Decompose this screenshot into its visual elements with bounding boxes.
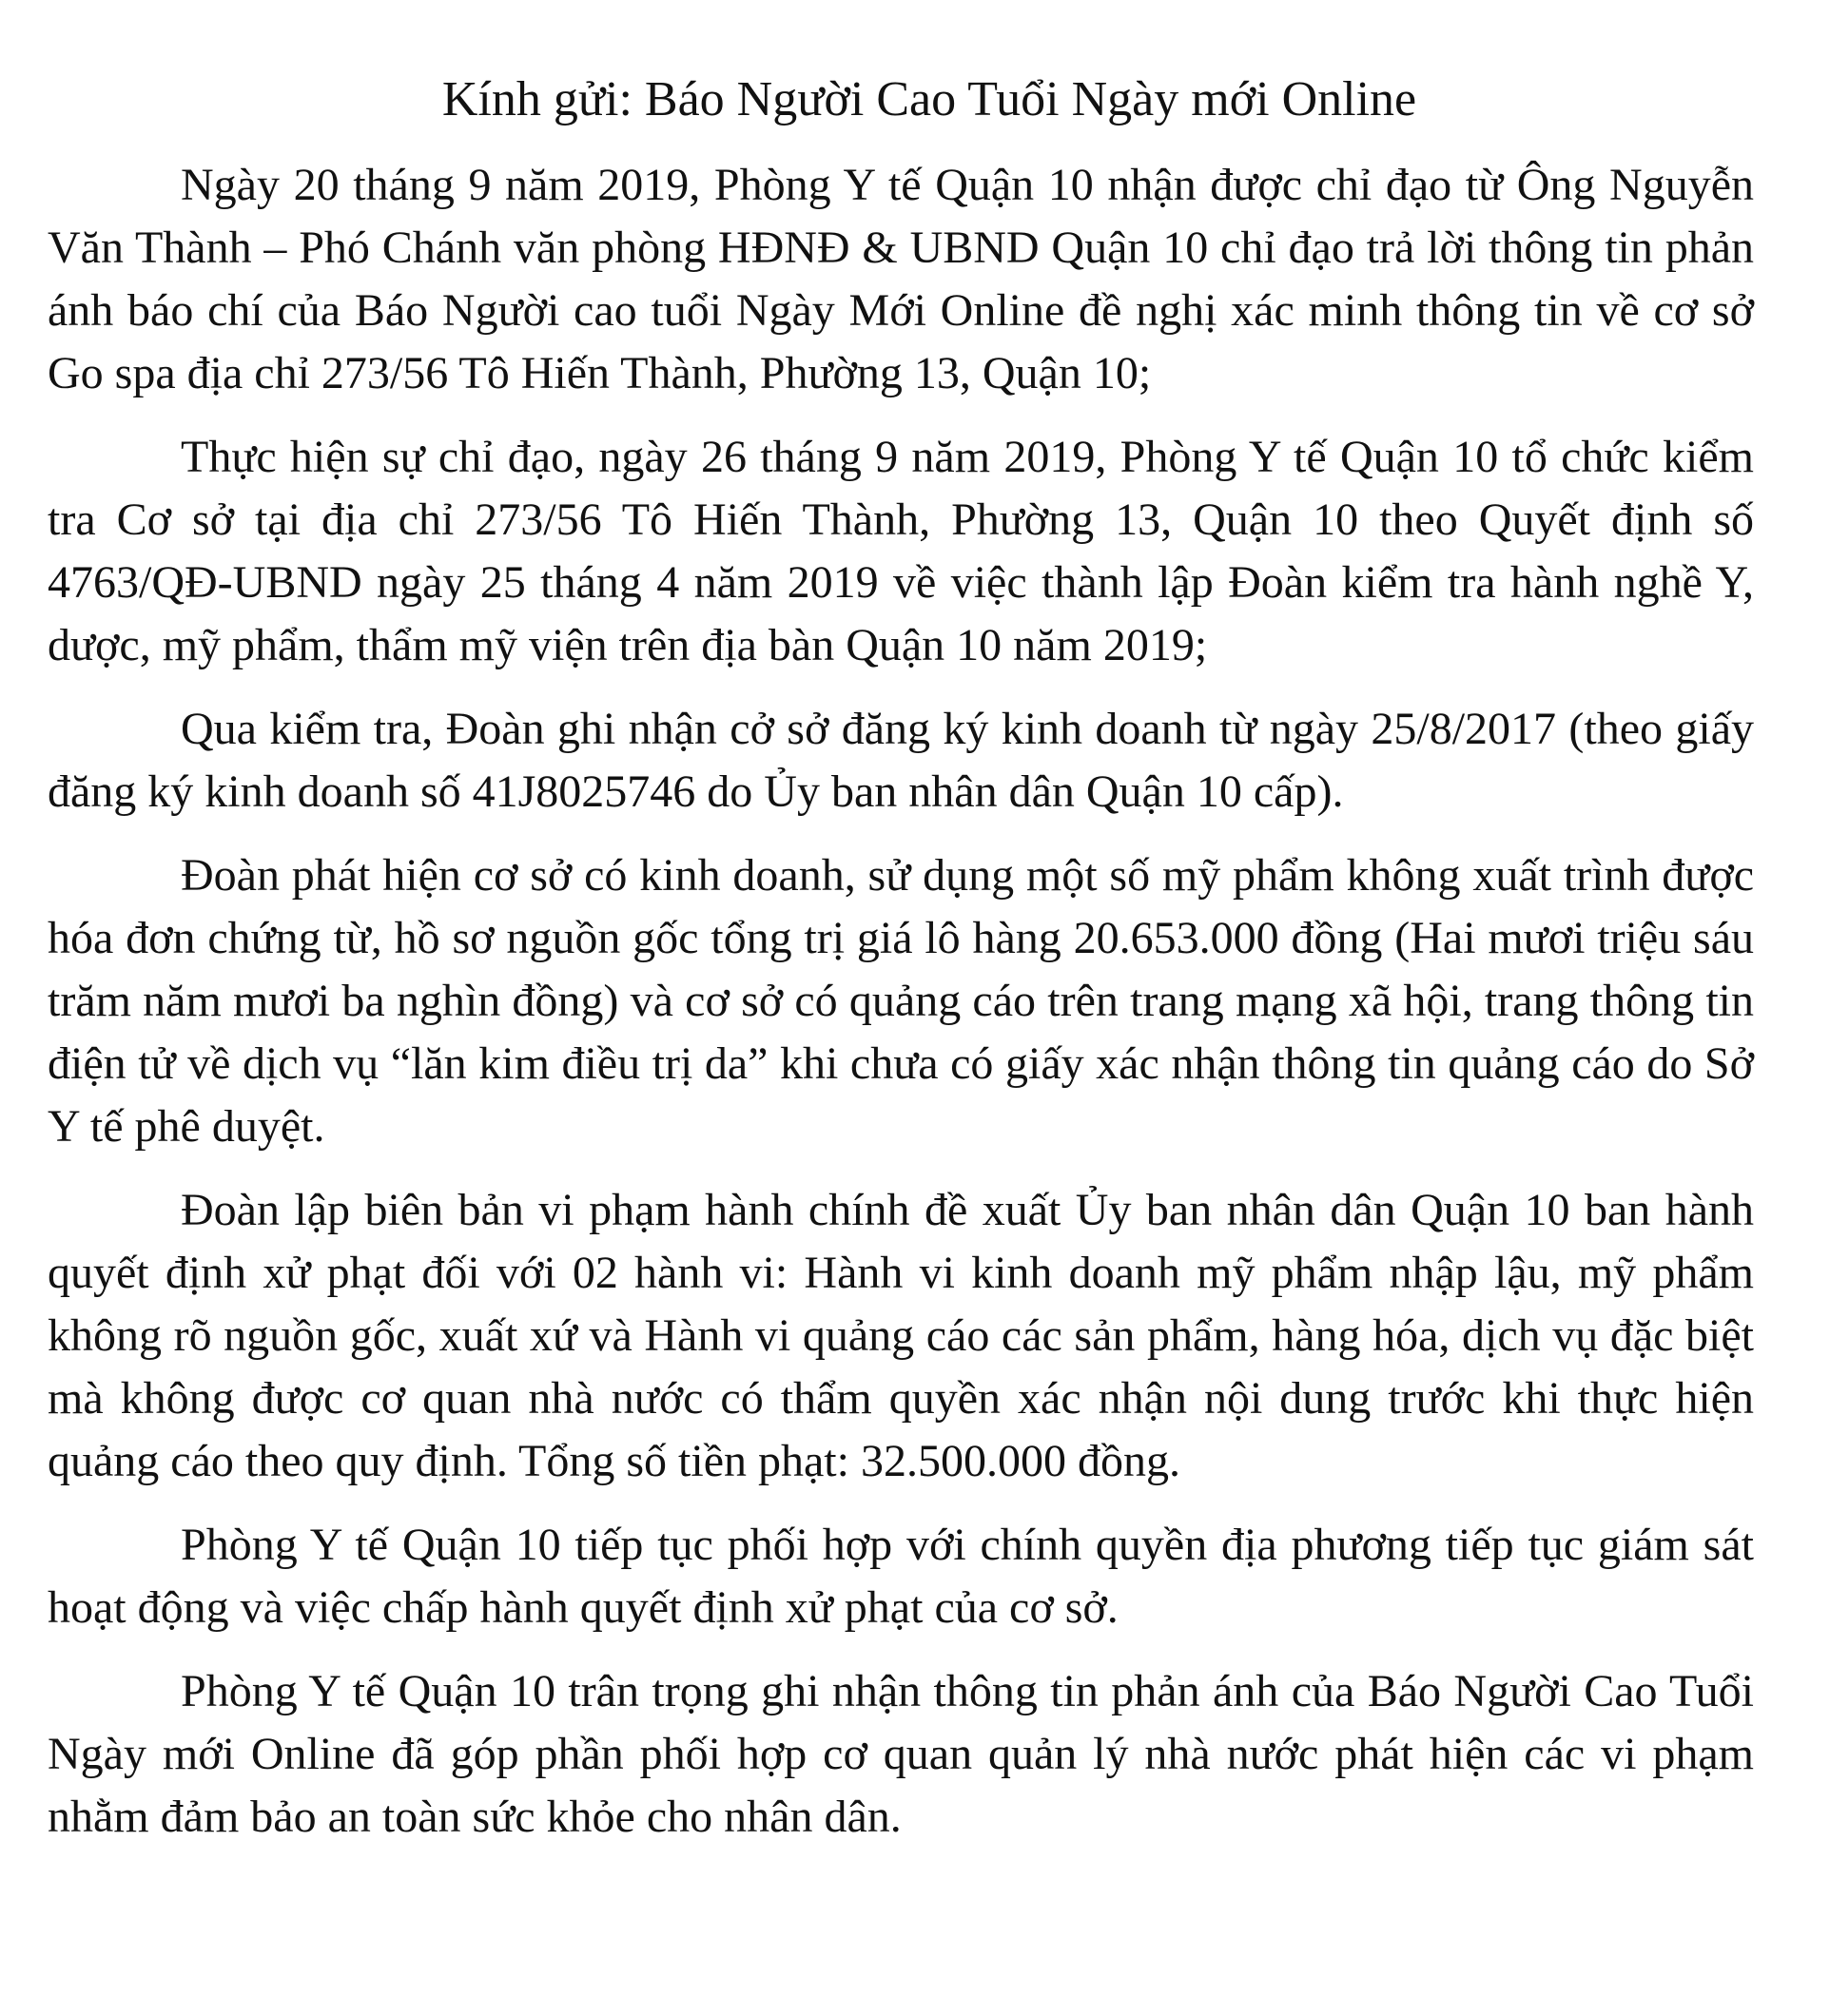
paragraph-findings: Đoàn phát hiện cơ sở có kinh doanh, sử dụng một số mỹ phẩm không xuất trình được hóa đơn chứng từ, hồ sơ nguồn gốc tổng trị giá lô hàng 20.653.000 đồng (Hai mươi triệu sáu trăm năm mươi ba nghìn đồng) và cơ sở có quảng cáo trên trang mạng xã hội, trang thông tin điện tử về dịch vụ “lăn kim điều trị da” khi chưa có giấy xác nhận thông tin quảng cáo do Sở Y tế phê duyệt. (48, 850, 1754, 1152)
paragraph-directive: Ngày 20 tháng 9 năm 2019, Phòng Y tế Quận 10 nhận được chỉ đạo từ Ông Nguyễn Văn Thành – Phó Chánh văn phòng HĐNĐ & UBND Quận 10 chỉ đạo trả lời thông tin phản ánh báo chí của Báo Người cao tuổi Ngày Mới Online đề nghị xác minh thông tin về cơ sở Go spa địa chỉ 273/56 Tô Hiến Thành, Phường 13, Quận 10; (48, 160, 1754, 398)
paragraph-followup: Phòng Y tế Quận 10 tiếp tục phối hợp với chính quyền địa phương tiếp tục giám sát hoạt động và việc chấp hành quyết định xử phạt của cơ sở. (48, 1520, 1754, 1633)
paragraph-acknowledgement: Phòng Y tế Quận 10 trân trọng ghi nhận thông tin phản ánh của Báo Người Cao Tuổi Ngày mới Online đã góp phần phối hợp cơ quan quản lý nhà nước phát hiện các vi phạm nhằm đảm bảo an toàn sức khỏe cho nhân dân. (48, 1666, 1754, 1842)
paragraph-inspection: Thực hiện sự chỉ đạo, ngày 26 tháng 9 năm 2019, Phòng Y tế Quận 10 tổ chức kiểm tra Cơ sở tại địa chỉ 273/56 Tô Hiến Thành, Phường 13, Quận 10 theo Quyết định số 4763/QĐ-UBND ngày 25 tháng 4 năm 2019 về việc thành lập Đoàn kiểm tra hành nghề Y, dược, mỹ phẩm, thẩm mỹ viện trên địa bàn Quận 10 năm 2019; (48, 432, 1754, 670)
paragraph-registration: Qua kiểm tra, Đoàn ghi nhận cở sở đăng ký kinh doanh từ ngày 25/8/2017 (theo giấy đăng ký kinh doanh số 41J8025746 do Ủy ban nhân dân Quận 10 cấp). (48, 704, 1754, 817)
salutation-line: Kính gửi: Báo Người Cao Tuổi Ngày mới Online (441, 72, 1417, 126)
paragraph-penalty: Đoàn lập biên bản vi phạm hành chính đề xuất Ủy ban nhân dân Quận 10 ban hành quyết định xử phạt đối với 02 hành vi: Hành vi kinh doanh mỹ phẩm nhập lậu, mỹ phẩm không rõ nguồn gốc, xuất xứ và Hành vi quảng cáo các sản phẩm, hàng hóa, dịch vụ đặc biệt mà không được cơ quan nhà nước có thẩm quyền xác nhận nội dung trước khi thực hiện quảng cáo theo quy định. Tổng số tiền phạt: 32.500.000 đồng. (48, 1185, 1754, 1486)
